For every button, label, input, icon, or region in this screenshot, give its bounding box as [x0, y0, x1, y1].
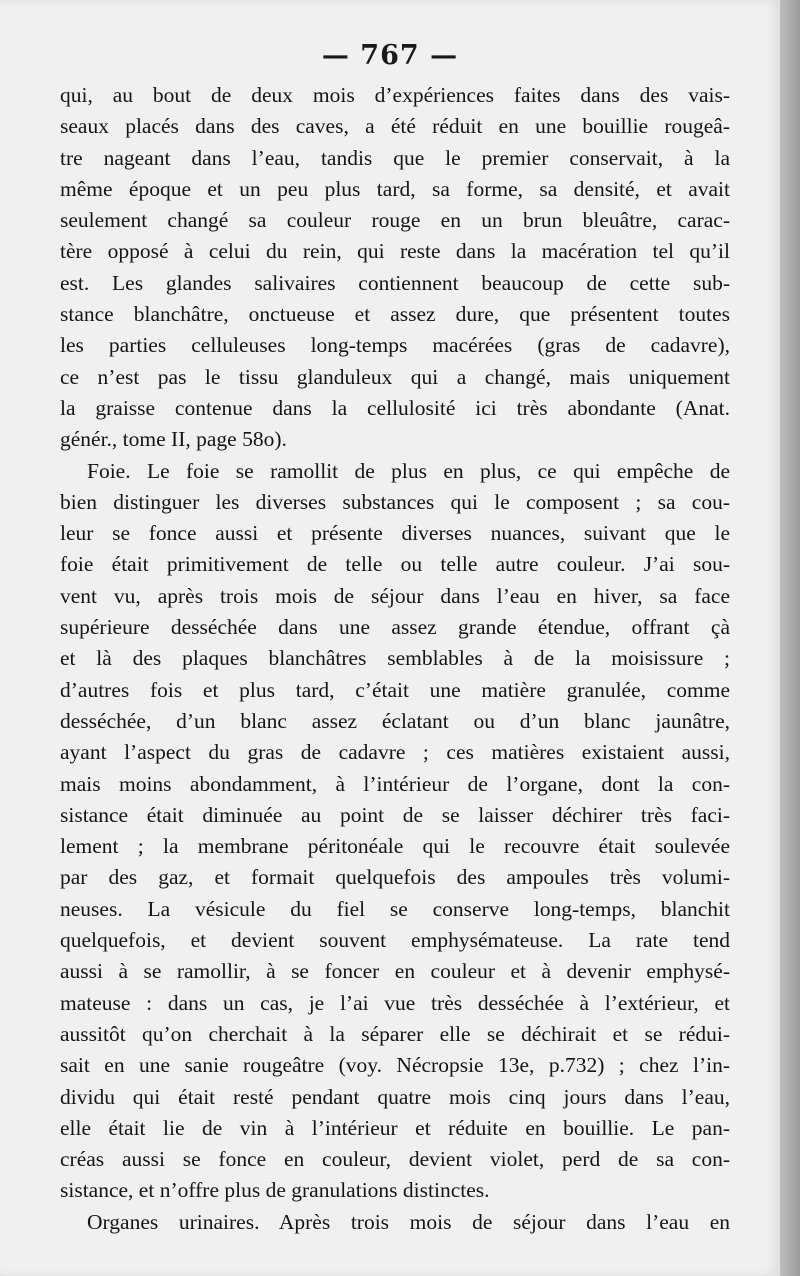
text-line: est. Les glandes salivaires contiennent beaucoup de cette sub- — [60, 270, 730, 295]
text-line: génér., tome II, page 58o). — [60, 427, 287, 452]
text-line: ayant l’aspect du gras de cadavre ; ces matières existaient aussi, — [60, 740, 730, 765]
text-line: lement ; la membrane péritonéale qui le recouvre était soulevée — [60, 834, 730, 859]
text-line: tère opposé à celui du rein, qui reste dans la macération tel qu’il — [60, 239, 730, 264]
page-body-text — [60, 80, 730, 1238]
page-edge-shadow — [780, 0, 800, 1276]
text-line: même époque et un peu plus tard, sa forme, sa densité, et avait — [60, 176, 730, 201]
text-line: mateuse : dans un cas, je l’ai vue très desséchée à l’extérieur, et — [60, 990, 730, 1015]
text-line: desséchée, d’un blanc assez éclatant ou d’un blanc jaunâtre, — [60, 708, 730, 733]
text-line: neuses. La vésicule du fiel se conserve long-temps, blanchit — [60, 896, 730, 921]
text-line: ce n’est pas le tissu glanduleux qui a changé, mais uniquement — [60, 364, 730, 389]
text-line: créas aussi se fonce en couleur, devient violet, perd de sa con- — [60, 1147, 730, 1172]
text-line: leur se fonce aussi et présente diverses nuances, suivant que le — [60, 521, 730, 546]
page-number: — 767 — — [321, 40, 459, 71]
text-line: bien distinguer les diverses substances qui le composent ; sa cou- — [60, 489, 730, 514]
text-line: elle était lie de vin à l’intérieur et réduite en bouillie. Le pan- — [60, 1115, 730, 1140]
text-line: d’autres fois et plus tard, c’était une matière granulée, comme — [60, 677, 730, 702]
text-line: seaux placés dans des caves, a été réduit en une bouillie rougeâ- — [60, 114, 730, 139]
text-line: mais moins abondamment, à l’intérieur de l’organe, dont la con- — [60, 771, 730, 796]
text-line: dividu qui était resté pendant quatre mois cinq jours dans l’eau, — [60, 1084, 730, 1109]
text-line: foie était primitivement de telle ou telle autre couleur. J’ai sou- — [60, 552, 730, 577]
text-line: tre nageant dans l’eau, tandis que le premier conservait, à la — [60, 145, 730, 170]
text-line: qui, au bout de deux mois d’expériences faites dans des vais- — [60, 83, 730, 107]
text-line: supérieure desséchée dans une assez grande étendue, offrant çà — [60, 615, 730, 640]
text-line: stance blanchâtre, onctueuse et assez dure, que présentent toutes — [60, 302, 730, 327]
text-line: la graisse contenue dans la cellulosité ici très abondante (Anat. — [60, 395, 730, 420]
paragraph-start-urinary-organs: Organes urinaires. Après trois mois de séjour dans l’eau en — [87, 1209, 730, 1234]
text-line: aussi à se ramollir, à se foncer en couleur et à devenir emphysé- — [60, 959, 730, 984]
text-line: par des gaz, et formait quelquefois des ampoules très volumi- — [60, 865, 730, 890]
text-line: aussitôt qu’on cherchait à la séparer elle se déchirait et se rédui- — [60, 1021, 730, 1046]
text-line: les parties celluleuses long-temps macérées (gras de cadavre), — [60, 333, 730, 358]
paragraph-start-liver: Foie. Le foie se ramollit de plus en plus, ce qui empêche de — [87, 458, 730, 483]
text-line: et là des plaques blanchâtres semblables à de la moisissure ; — [60, 646, 730, 671]
text-line: quelquefois, et devient souvent emphysémateuse. La rate tend — [60, 928, 730, 953]
text-line: sait en une sanie rougeâtre (voy. Nécropsie 13e, p.732) ; chez l’in- — [60, 1053, 730, 1078]
text-line: seulement changé sa couleur rouge en un brun bleuâtre, carac- — [60, 208, 730, 233]
text-line: sistance était diminuée au point de se laisser déchirer très faci- — [60, 802, 730, 827]
text-line: sistance, et n’offre plus de granulations distinctes. — [60, 1178, 490, 1203]
text-line: vent vu, après trois mois de séjour dans l’eau en hiver, sa face — [60, 583, 730, 608]
